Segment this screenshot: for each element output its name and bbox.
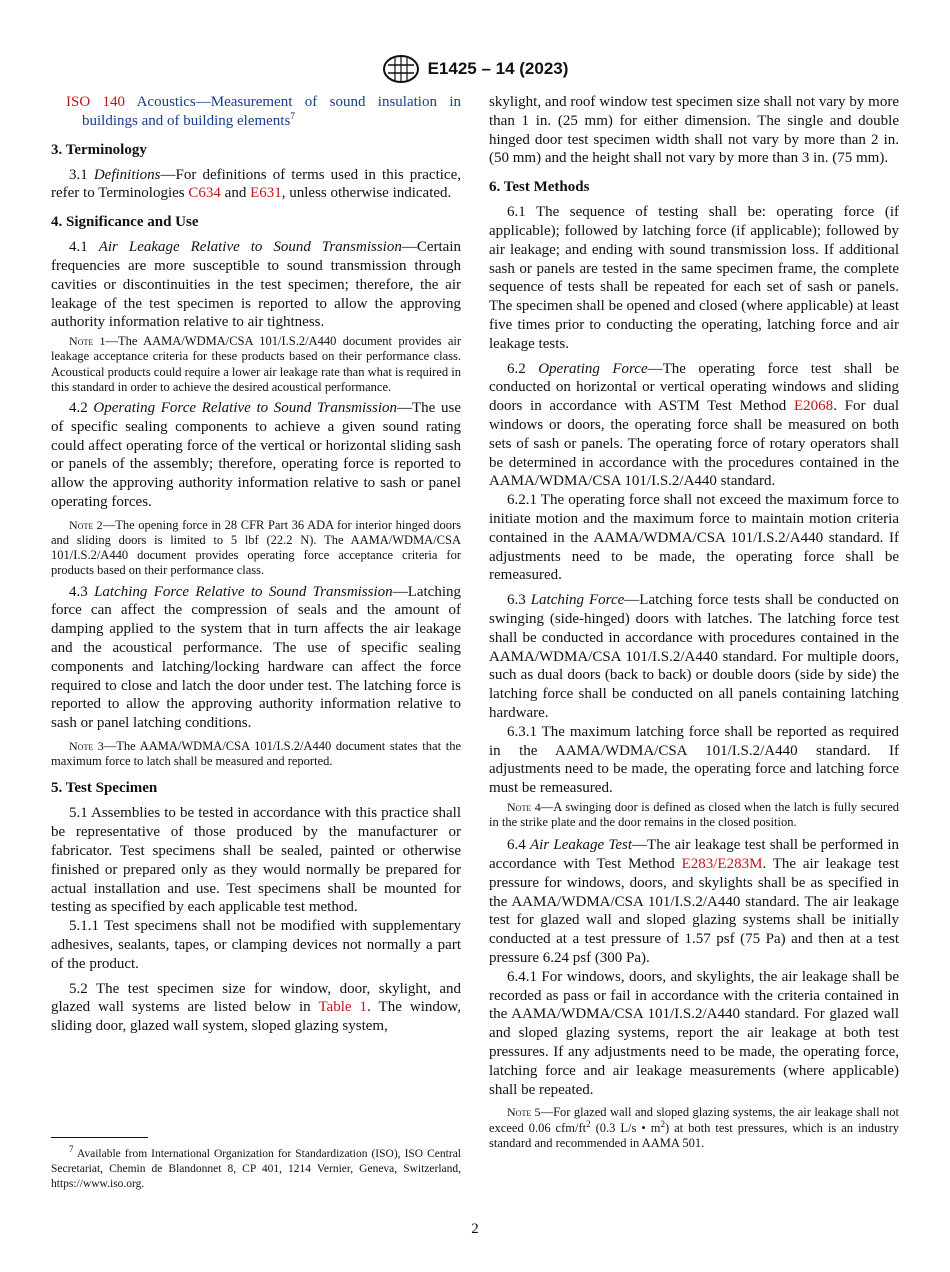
paragraph-6-2-1: 6.2.1 The operating force shall not exceed the maximum force to initiate motion and the maximum force to maintain motion criteria contained in the AAMA/WDMA/CSA 101/I.S.2/A440 standard. If adjustments need to be made, the operating force shall be remeasured. bbox=[489, 492, 899, 584]
link-e631[interactable]: E631 bbox=[250, 185, 282, 202]
footnote-mark: 7 bbox=[290, 110, 295, 121]
left-column bbox=[51, 93, 461, 1036]
paragraph-6-2: 6.2 Operating Force—The operating force test shall be conducted on horizontal or vertical operating windows and sliding doors in accordance with ASTM Test Method E2068. For dual windows or doors, the operating force shall be measured on both sets of sash or panels. The operating force of rotary operators shall be determined in accordance with the procedures contained in the AAMA/WDMA/CSA 101/I.S.2/A440 standard. bbox=[489, 360, 900, 490]
paragraph-5-2: 5.2 The test specimen size for window, door, skylight, and glazed wall systems are listed below in Table 1. The window, sliding door, glazed wall system, sloped glazing system, bbox=[51, 980, 461, 1035]
right-column bbox=[489, 93, 899, 1155]
paragraph-5-1-1: 5.1.1 Test specimens shall not be modified with supplementary adhesives, sealants, tapes, or clamping devices not normally a part of the product. bbox=[51, 918, 461, 972]
note-2: Note 2—The opening force in 28 CFR Part 36 ADA for interior hinged doors and sliding doors is limited to 5 lbf (22.2 N). The AAMA/WDMA/CSA 101/I.S.2/A440 document provides operating force acceptance criteria for products based on their performance class. bbox=[51, 517, 461, 578]
note-1: Note 1—The AAMA/WDMA/CSA 101/I.S.2/A440 document provides air leakage acceptance criteria for these products based on their performance class. Acoustical products could require a lower air leakage rate than what is required in this standard in order to achieve the desired acoustical performance. bbox=[51, 334, 462, 394]
footnote-7: $^7$ Available from International Organization for Standardization (ISO), ISO Central Secretariat, Chemin de Blandonnet 8, CP 401, 1214 Vernier, Geneva, Switzerland, https://www.iso.org. bbox=[51, 1144, 461, 1190]
paragraph-6-3: 6.3 Latching Force—Latching force tests shall be conducted on swinging (side-hinged) doors with latches. The latching force test shall be conducted in accordance with procedures contained in the AAMA/WDMA/CSA 101/I.S.2/A440 standard. For multiple doors, such as dual doors (back to back) or double doors (side by side) the latching force shall be conducted on all panels containing latching hardware. bbox=[489, 592, 899, 721]
paragraph-6-1: 6.1 The sequence of testing shall be: operating force (if applicable); followed by latching force (if applicable); followed by air leakage; and ending with sound transmission loss. If additional sash or panels are tested in the same specimen frame, the complete sequence of tests shall be repeated for each set of sash or panels. The specimen shall be opened and closed (where applicable) at least five times prior to conducting the operating, latching force and air leakage tests. bbox=[489, 204, 899, 352]
section-heading-test-methods: 6. Test Methods bbox=[489, 179, 590, 196]
page-number: 2 bbox=[471, 1221, 479, 1237]
footnote-rule bbox=[51, 1137, 148, 1138]
link-e2068[interactable]: E2068 bbox=[794, 398, 834, 415]
paragraph-4-3: 4.3 Latching Force Relative to Sound Transmission—Latching force can affect the compression of seals and the amount of damping applied to the system that in turn affects the air leakage and the acoustical performance. The use of specific sealing components and latching/locking hardware can affect the force required to close and latch the door under test. The latching force is reported to allow the approving authority information relative to sash or panel latching conditions. bbox=[51, 583, 462, 732]
astm-logo-icon bbox=[382, 54, 420, 84]
page-header bbox=[0, 54, 950, 84]
section-heading-significance: 4. Significance and Use bbox=[51, 214, 199, 231]
note-4: Note 4—A swinging door is defined as closed when the latch is fully secured in the strike plate and the door remains in the closed position. bbox=[489, 799, 900, 830]
link-e283[interactable]: E283/E283M bbox=[681, 856, 763, 873]
paragraph-6-4-1: 6.4.1 For windows, doors, and skylights, the air leakage shall be recorded as pass or fail in accordance with the criteria contained in the AAMA/WDMA/CSA 101/I.S.2/A440 standard. For glazed wall and sloped glazing systems, report the air leakage at both test pressures. If any adjustments need to be made, the operating force, latching force and air leakage measurements (where applicable) shall be repeated. bbox=[489, 968, 899, 1098]
paragraph-5-1: 5.1 Assemblies to be tested in accordance with this practice shall be representative of those produced by the manufacturer or fabricator. Test specimens shall be sealed, painted or otherwise finished or prepared only as they would normally be prepared for actual installation and use. Test specimens shall be mounted for testing as specified by each applicable test method. bbox=[51, 805, 461, 916]
note-3: Note 3—The AAMA/WDMA/CSA 101/I.S.2/A440 document states that the maximum force to latch shall be measured and reported. bbox=[51, 738, 461, 769]
designation: E1425 – 14 (2023) bbox=[427, 58, 569, 78]
iso-140-link[interactable]: ISO 140 bbox=[66, 94, 126, 110]
reference-iso-140 bbox=[51, 93, 461, 131]
paragraph-4-2: 4.2 Operating Force Relative to Sound Transmission—The use of specific sealing components to achieve a given sound rating could affect operating force of the vertical or horizontal sliding sash or panels of the assembly; therefore, operating force is reported to allow the approving authority information relative to sash or panel operating forces. bbox=[51, 399, 461, 510]
paragraph-6-3-1: 6.3.1 The maximum latching force shall be reported as required in the AAMA/WDMA/CSA 101/I.S.2/A440 standard. If adjustments need to be made, the operating force and latching force must be remeasured. bbox=[489, 723, 899, 797]
iso-140-title[interactable]: Acoustics—Measurement of sound insulation in buildings and of building elements bbox=[82, 94, 462, 129]
section-heading-terminology: 3. Terminology bbox=[51, 141, 147, 158]
link-table-1[interactable]: Table 1 bbox=[318, 999, 368, 1016]
note-5: Note 5—For glazed wall and sloped glazing systems, the air leakage shall not exceed 0.06 cfm/$ft^2$ (0.3 L/s • $m^2$) at both test pressures, which is an industry standard and recommended in AAMA 501. bbox=[489, 1105, 900, 1150]
section-heading-test-specimen: 5. Test Specimen bbox=[51, 780, 158, 797]
paragraph-4-1: 4.1 Air Leakage Relative to Sound Transmission—Certain frequencies are more susceptible to sound transmission through cavities or discontinuities in the test specimen; therefore, the air leakage of the test specimen is reported to allow the approving authority information relative to air tightness. bbox=[51, 239, 461, 331]
paragraph-5-2-continued: skylight, and roof window test specimen size shall not vary by more than 1 in. (25 mm) for either dimension. The single and double hinged door test specimen width shall not vary by more than 2 in. (50 mm) and the height shall not vary by more than 3 in. (75 mm). bbox=[489, 94, 899, 167]
paragraph-3-1: 3.1 Definitions—For definitions of terms used in this practice, refer to Terminologies C634 and E631, unless otherwise indicated. bbox=[51, 166, 461, 202]
paragraph-6-4: 6.4 Air Leakage Test—The air leakage test shall be performed in accordance with Test Method E283/E283M. The air leakage test pressure for windows, doors, and skylights shall be as specified in the AAMA/WDMA/CSA 101/I.S.2/A440 standard. The air leakage test for glazed wall and sloped glazing systems shall be initially conducted at a test pressure of 1.57 psf (75 Pa) and then at a test pressure 6.24 psf (300 Pa). bbox=[489, 837, 899, 967]
link-c634[interactable]: C634 bbox=[188, 185, 221, 202]
